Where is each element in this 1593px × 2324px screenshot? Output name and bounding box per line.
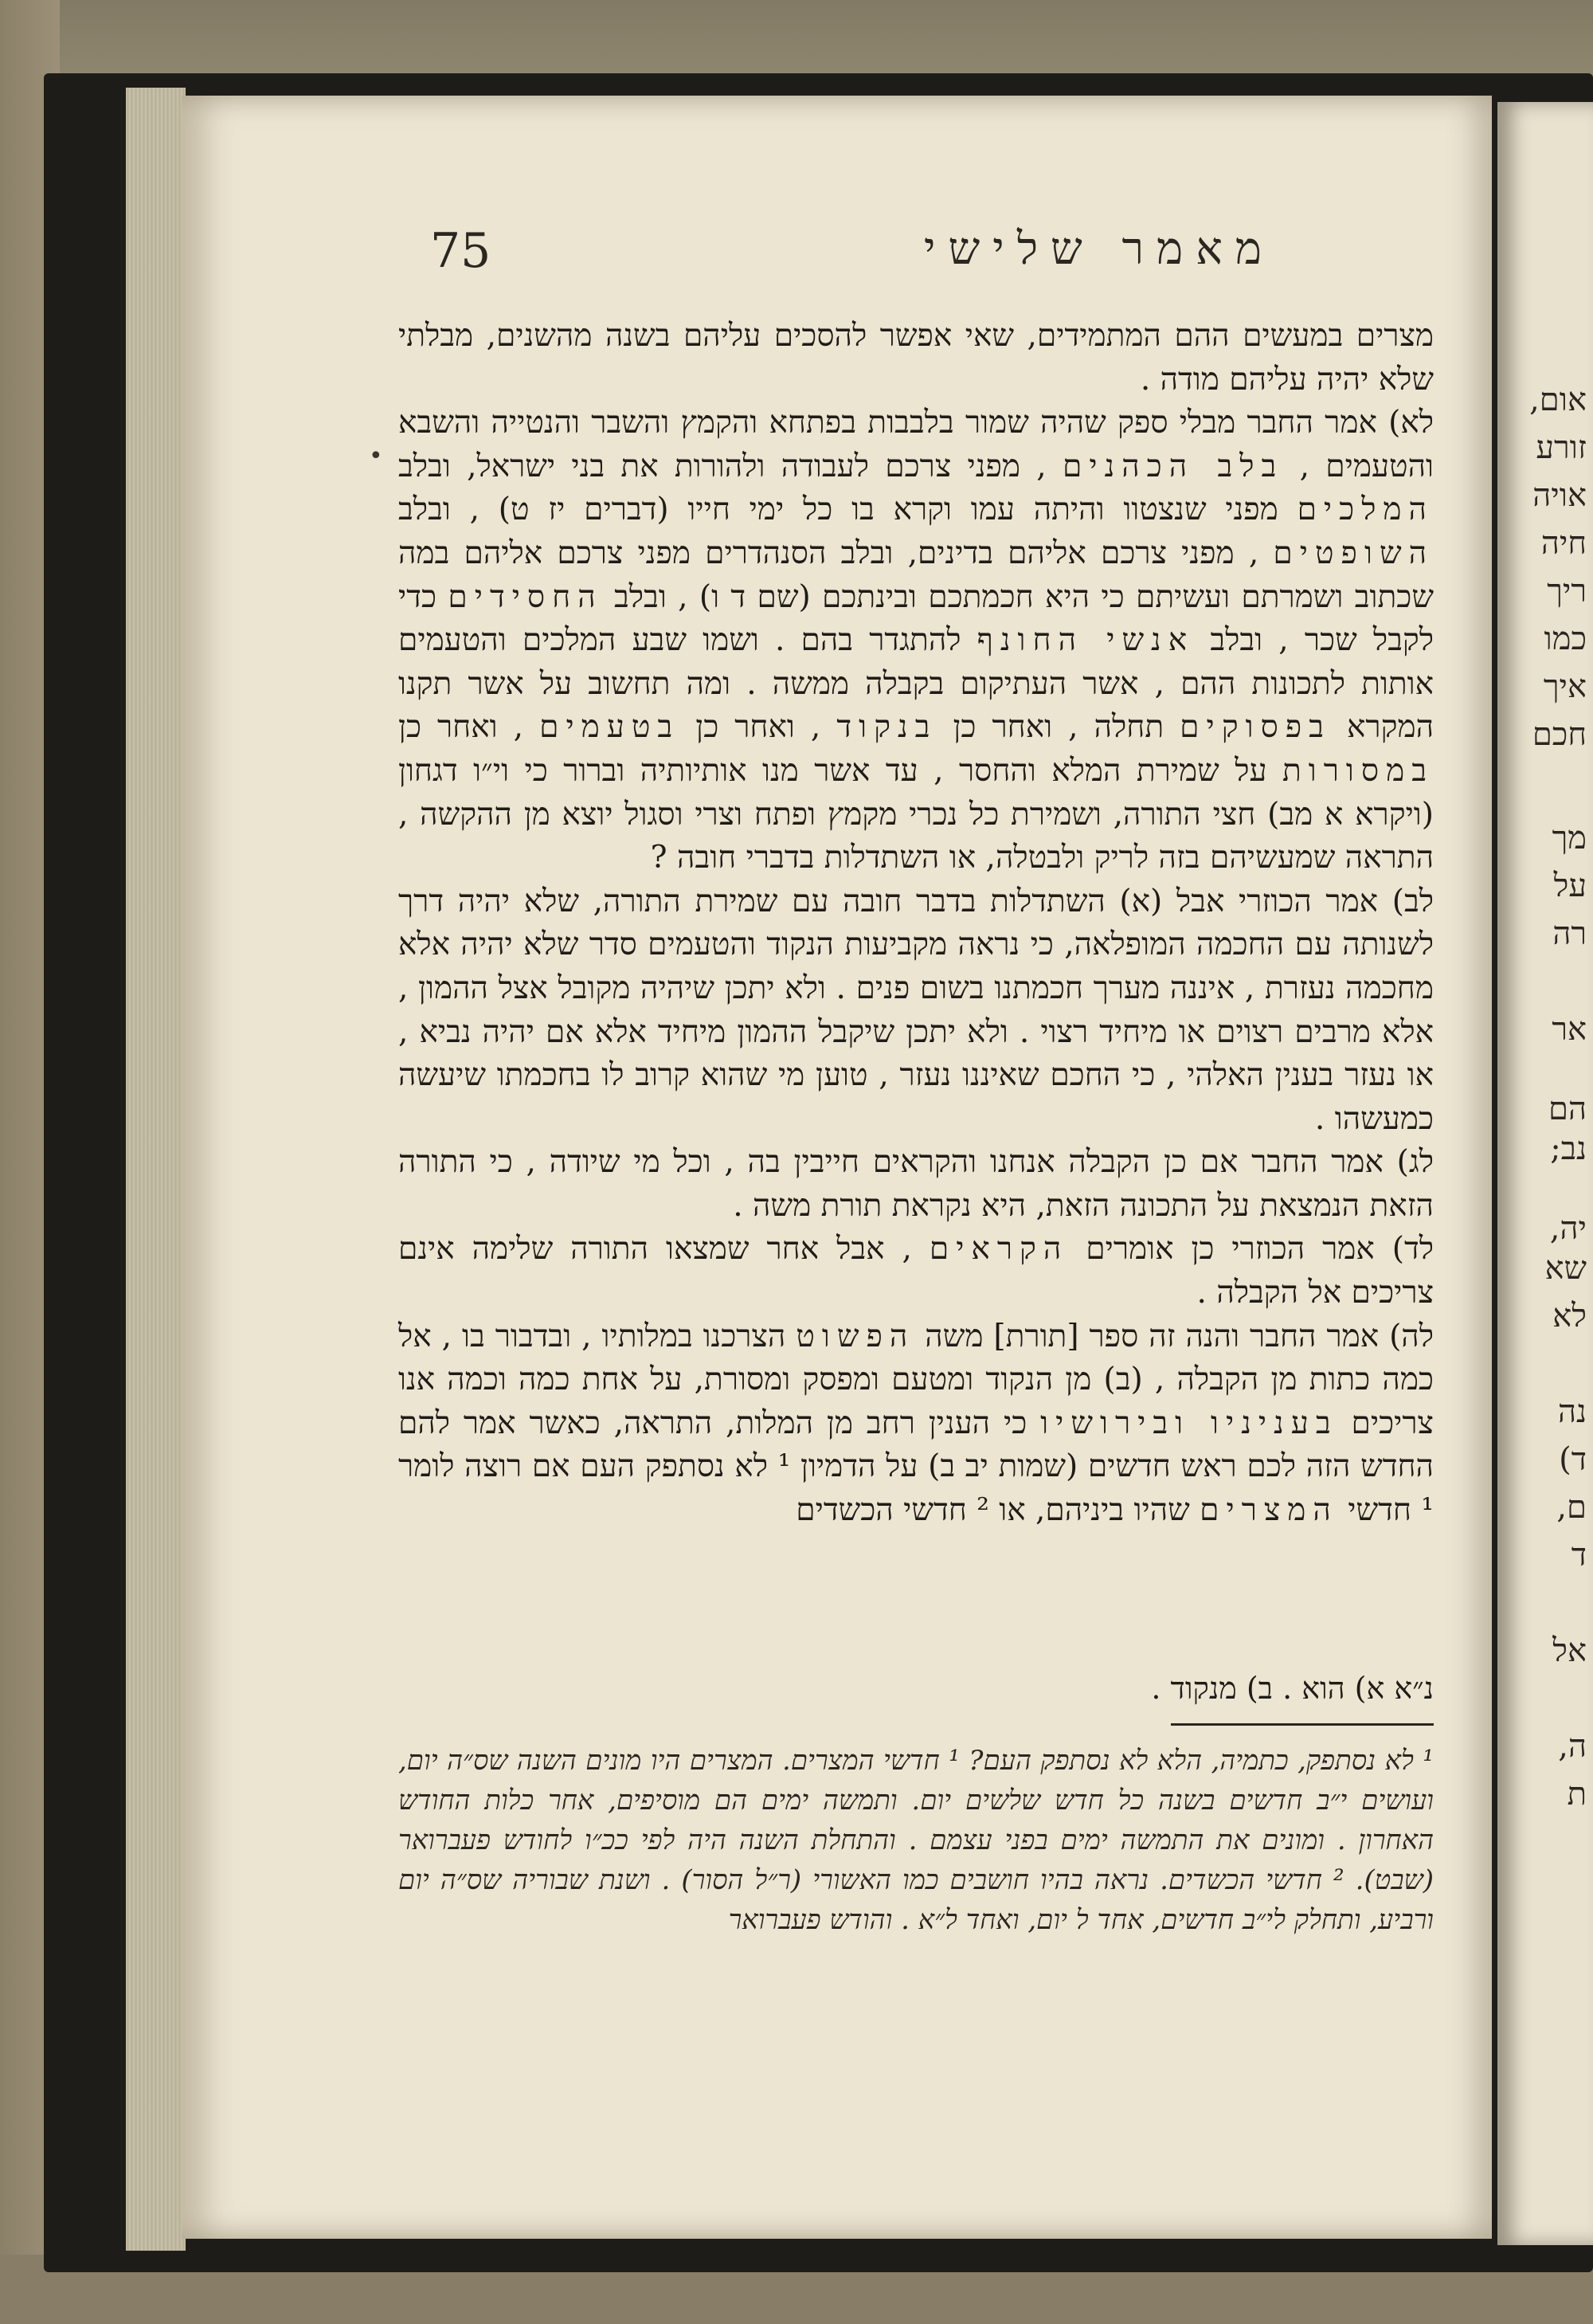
spaced-term: הפשוט	[796, 1318, 915, 1354]
text-run: תחלה , ואחר כן	[953, 709, 1164, 746]
spaced-term: בעניניו ובירושיו	[1040, 1405, 1338, 1441]
spaced-term: המלכים	[1297, 492, 1434, 528]
facing-page-line: נב;	[1550, 1131, 1587, 1167]
text-run: לג) אמר החבר אם כן הקבלה אנחנו והקראים חייבין בה , וכל מי שיודה , כי התורה הזאת הנמצאת על התכונה הזאת, היא נקראת תורת משה .	[398, 1144, 1434, 1224]
running-title: מאמר שלישי	[923, 223, 1274, 275]
footnote-rule	[1171, 1723, 1434, 1726]
facing-page-line: אל	[1552, 1632, 1587, 1669]
facing-page-line: ת	[1567, 1776, 1587, 1813]
textual-variants: נ״א א) הוא . ב) מנקוד .	[1151, 1671, 1434, 1706]
text-run: , ואחר כן	[398, 709, 524, 746]
text-run: הצרכנו במלותיו , ובדבור בו , אל כמה כתות מן הקבלה , (ב) מן הנקוד ומטעם ומפסק ומסורת, על אחת כמה וכמה אנו צריכים	[398, 1318, 1434, 1441]
facing-page-line: אויה	[1532, 477, 1587, 514]
text-run: לה) אמר החבר והנה זה ספר [תורת] משה	[925, 1318, 1434, 1354]
facing-page-line: על	[1553, 868, 1587, 904]
facing-page-line: שא	[1544, 1250, 1587, 1287]
spaced-term: השופטים	[1273, 535, 1434, 571]
spaced-term: החסידים	[448, 578, 603, 615]
text-run: כדי לקבל שכר , ובלב	[398, 578, 1434, 659]
facing-page-line: מך	[1552, 820, 1587, 856]
paragraph	[398, 1315, 1434, 1533]
text-run: מצרים במעשים ההם המתמידים, שאי אפשר להסכים עליהם בשנה מהשנים, מבלתי שלא יהיה עליהם מודה .	[398, 318, 1434, 398]
text-run: לא) אמר החבר מבלי ספק שהיה שמור בלבבות בפתחא והקמץ והשבר והנטייה והשבא והטעמים ,	[398, 405, 1434, 484]
facing-page-line: חיה	[1540, 525, 1587, 562]
facing-page-line: ד	[1571, 1537, 1587, 1574]
spaced-term: בפסוקים	[1180, 709, 1331, 746]
facing-page-line: חכם	[1532, 716, 1587, 753]
paragraph	[398, 1141, 1434, 1228]
facing-page-line: ם,	[1556, 1489, 1587, 1526]
spaced-term: במסורות	[1282, 752, 1434, 789]
text-run: על שמירת המלא והחסר , עד אשר מנו אותיותיה וברור כי וי״ו דגחון (ויקרא א מב) חצי התורה, ושמירת כל נכרי מקמץ ופתח וצרי וסגול יוצא מן ההקשה , התראה שמעשיהם בזה לריק ולבטלה, או השתדלות בדברי חובה ?	[398, 752, 1434, 876]
paragraph	[398, 880, 1434, 1142]
spaced-term: בטעמים	[539, 709, 680, 746]
page-header	[398, 223, 1434, 287]
footnotes: ¹ לא נסתפק, כתמיה, הלא לא נסתפק העם? ¹ חדשי המצרים. המצרים היו מונים השנה שס״ה יום, ועושים י״ב חדשים בשנה כל חדש שלשים יום. ותמשה ימים הם מוסיפים, אחר כלות החודש האחרון . ומונים את התמשה ימים בפני עצמם . והתחלת השנה היה לפי ככ״ו לחודש פעברואר (שבט). ² חדשי הכשדים. נראה בהיו חושבים כמו האשורי (ר״ל הסור) . ושנת שבוריה שס״ה יום ורביע, ותחלק לי״ב חדשים, אחד ל יום, ואחד ל״א . והודש פעברואר	[398, 1745, 1434, 1936]
facing-page-line: יה,	[1549, 1210, 1587, 1247]
facing-page-line: נה	[1557, 1393, 1587, 1430]
page-edges	[126, 88, 186, 2251]
facing-page-line: רה	[1552, 915, 1587, 952]
spaced-term: בלב הכהנים	[1063, 448, 1284, 484]
facing-page-line: לא	[1552, 1298, 1587, 1334]
margin-mark: •	[369, 442, 383, 470]
paragraph	[398, 1228, 1434, 1315]
text-run: , אבל אחר שמצאו התורה שלימה אינם צריכים אל הקבלה .	[398, 1231, 1434, 1311]
paragraph	[398, 402, 1434, 880]
spaced-term: אנשי החונף	[977, 622, 1195, 659]
text-run: להתגדר בהם . ושמו שבע המלכים והטעמים אותות לתכונות ההם , אשר העתיקום בקבלה ממשה . ומה תחשוב על אשר תקנו המקרא	[398, 622, 1434, 746]
spaced-term: הקראים	[929, 1231, 1069, 1268]
facing-page-line: ד)	[1559, 1441, 1587, 1478]
text-run: , מפני צרכם אליהם בדינים, ובלב הסנהדרים מפני צרכם אליהם במה שכתוב ושמרתם ועשיתם כי היא חכמתכם ובינתכם (שם ד ו) , ובלב	[398, 535, 1434, 615]
main-text	[398, 315, 1434, 1533]
spaced-term: בנקוד	[836, 709, 937, 746]
text-run: , ואחר כן	[695, 709, 821, 746]
text-run: , מפני צרכם לעבודה ולהורות את בני ישראל, ובלב	[398, 448, 1047, 484]
text-run: שהיו ביניהם, או ² חדשי הכשדים	[796, 1492, 1190, 1529]
facing-page-line: הם	[1548, 1091, 1587, 1127]
facing-page-line: ריך	[1547, 573, 1587, 609]
text-run: לד) אמר הכוזרי כן אומרים	[1086, 1231, 1434, 1268]
facing-page-line: אר	[1552, 1011, 1587, 1048]
facing-page-line: אום,	[1529, 382, 1587, 418]
page-number: 75	[430, 223, 491, 279]
text-run: כי הענין רחב מן המלות, התראה, כאשר אמר להם החדש הזה לכם ראש חדשים (שמות יב ב) על הדמיון ¹ לא נסתפק העם אם רוצה לומר ¹ חדשי	[398, 1405, 1434, 1529]
facing-page-line: איך	[1543, 668, 1587, 705]
spaced-term: המצרים	[1200, 1492, 1338, 1529]
text-run: לב) אמר הכוזרי אבל (א) השתדלות בדבר חובה עם שמירת התורה, שלא יהיה דרך לשנותה עם החכמה המופלאה, כי נראה מקביעות הנקוד והטעמים סדר שלא יהיה אלא מחכמה נעזרת , איננה מערך חכמתנו בשום פנים . ולא יתכן שיהיה מקובל אצל ההמון , אלא מרבים רצוים או מיחיד רצוי . ולא יתכן שיקבל ההמון מיחיד אלא אם יהיה נביא , או נעזר בענין האלהי , כי החכם שאיננו נעזר , טוען מי שהוא קרוב לו בחכמתו שיעשה כמעשהו .	[398, 883, 1434, 1137]
facing-page-line: ה,	[1558, 1728, 1587, 1765]
text-run: מפני שנצטוו והיתה עמו וקרא בו כל ימי חייו (דברים יז ט) , ובלב	[398, 492, 1278, 528]
facing-page-line: כמו	[1544, 621, 1587, 657]
paragraph	[398, 315, 1434, 402]
background-top	[0, 0, 1593, 76]
facing-page-line: זורע	[1536, 429, 1587, 466]
facing-page-strip	[1497, 102, 1593, 2245]
